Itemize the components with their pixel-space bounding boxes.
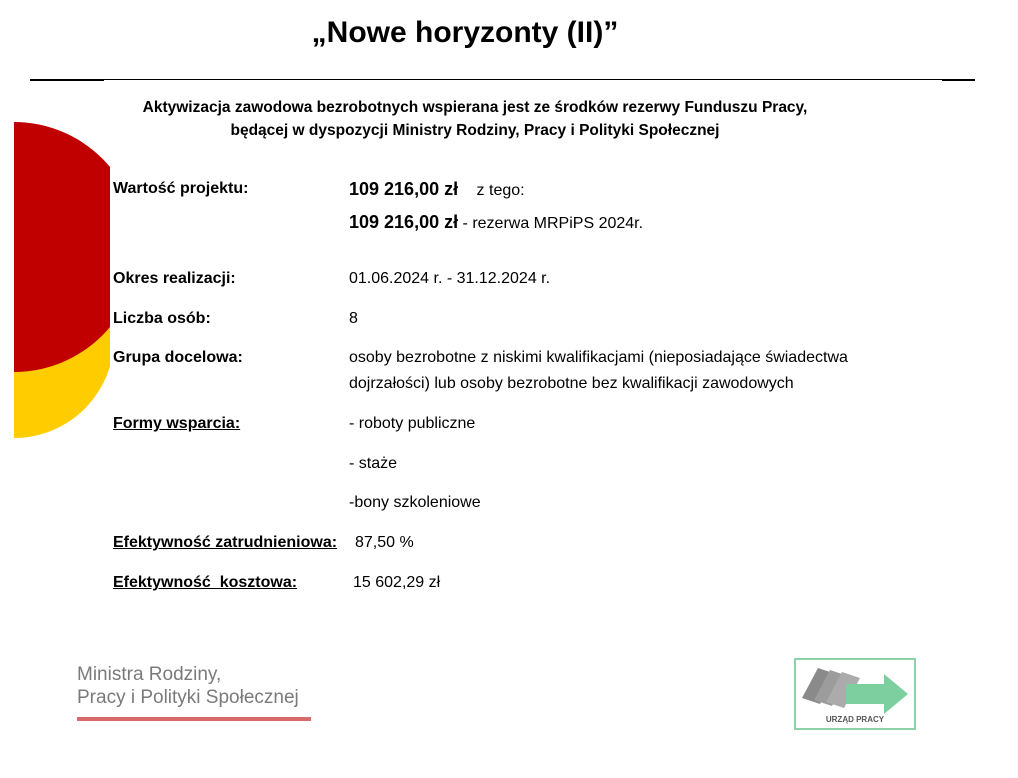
page-title: „Nowe horyzonty (II)” bbox=[311, 16, 619, 49]
value-okres: 01.06.2024 r. - 31.12.2024 r. bbox=[349, 270, 551, 287]
subtitle bbox=[130, 96, 820, 142]
value-wartosc-source bbox=[349, 209, 643, 237]
red-arc bbox=[14, 122, 110, 372]
value-wartosc bbox=[349, 176, 525, 204]
subtitle-line-2: będącej w dyspozycji Ministry Rodziny, Pracy i Polityki Społecznej bbox=[230, 122, 720, 139]
ministry-logo-line-1: Ministra Rodziny, bbox=[77, 664, 222, 685]
label-grupa: Grupa docelowa: bbox=[113, 349, 243, 366]
value-efekt-koszt: 15 602,29 zł bbox=[353, 574, 441, 591]
subtitle-line-1: Aktywizacja zawodowa bezrobotnych wspierana jest ze środków rezerwy Funduszu Pracy, bbox=[142, 99, 808, 116]
title-divider bbox=[30, 79, 975, 80]
label-wartosc: Wartość projektu: bbox=[113, 180, 249, 197]
label-efekt-koszt: Efektywność kosztowa: bbox=[113, 574, 298, 591]
value-liczba: 8 bbox=[349, 310, 358, 327]
ministry-logo-line-2: Pracy i Polityki Społecznej bbox=[77, 687, 299, 708]
label-formy: Formy wsparcia: bbox=[113, 415, 241, 432]
value-efekt-zatr: 87,50 % bbox=[355, 534, 414, 551]
label-okres: Okres realizacji: bbox=[113, 270, 236, 287]
decorative-circles bbox=[0, 110, 110, 450]
amount-reserve: 109 216,00 zł bbox=[349, 212, 459, 232]
value-grupa bbox=[349, 345, 909, 397]
divider-right-accent bbox=[942, 79, 975, 81]
urzad-pracy-emblem-icon bbox=[796, 660, 914, 716]
z-tego: z tego: bbox=[476, 182, 525, 199]
formy-item-3: -bony szkoleniowe bbox=[349, 494, 481, 511]
label-liczba: Liczba osób: bbox=[113, 310, 211, 327]
reserve-source: - rezerwa MRPiPS 2024r. bbox=[462, 215, 644, 232]
grupa-line-2: dojrzałości) lub osoby bezrobotne bez kwalifikacji zawodowych bbox=[349, 375, 794, 392]
urzad-pracy-logo bbox=[794, 658, 916, 730]
amount-total: 109 216,00 zł bbox=[349, 179, 459, 199]
urzad-pracy-text: URZĄD PRACY bbox=[825, 715, 885, 724]
grupa-line-1: osoby bezrobotne z niskimi kwalifikacjami (nieposiadające świadectwa bbox=[349, 349, 848, 366]
ministry-logo-bar bbox=[77, 717, 311, 721]
formy-item-1: - roboty publiczne bbox=[349, 415, 476, 432]
label-efekt-zatr: Efektywność zatrudnieniowa: bbox=[113, 534, 338, 551]
formy-item-2: - staże bbox=[349, 455, 398, 472]
ministry-logo bbox=[77, 663, 322, 721]
divider-left-accent bbox=[30, 79, 104, 81]
